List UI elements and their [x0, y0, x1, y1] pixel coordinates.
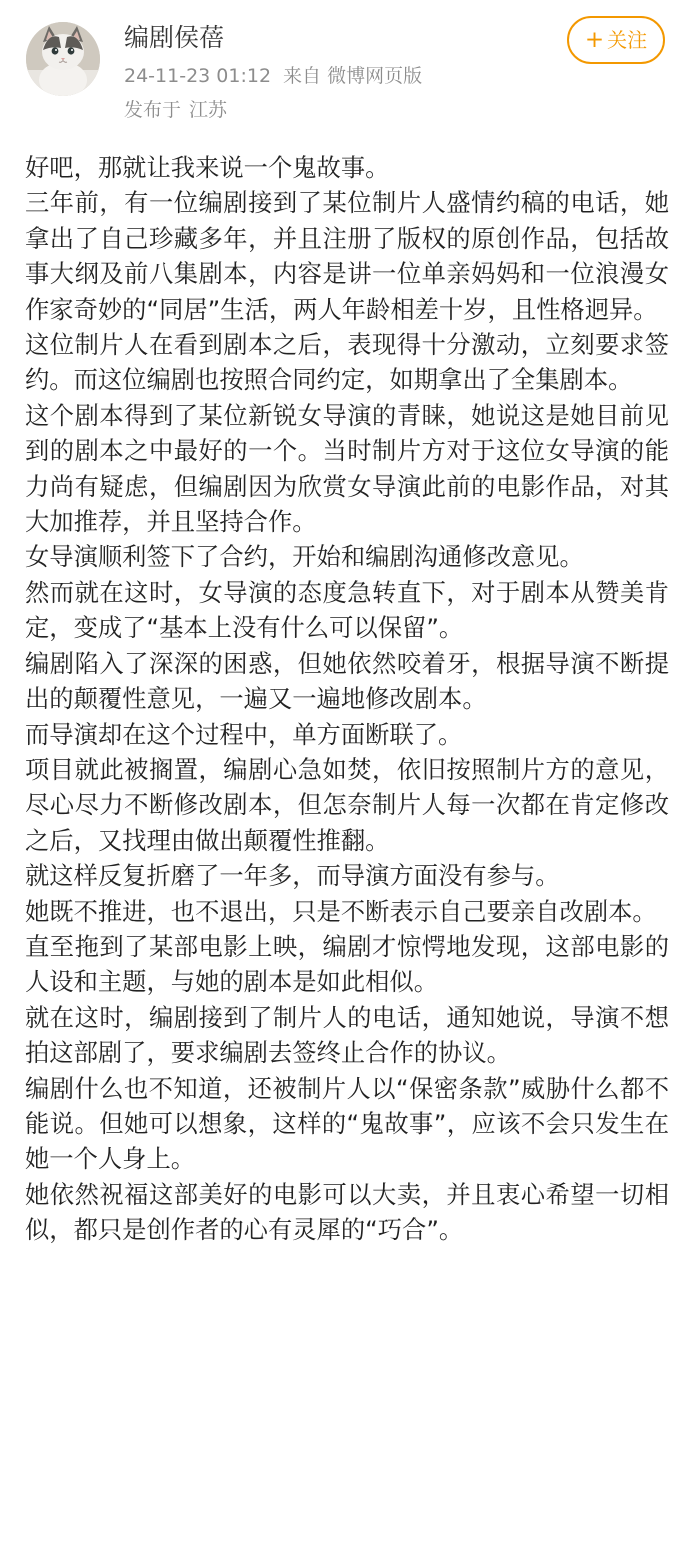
- post-location: [124, 96, 227, 124]
- location-prefix: 发布于: [124, 99, 182, 121]
- author-avatar[interactable]: [26, 22, 100, 96]
- post-meta: [124, 62, 422, 90]
- post-paragraph: 而导演却在这个过程中，单方面断联了。: [25, 719, 463, 749]
- plus-icon: +: [584, 27, 605, 53]
- follow-button[interactable]: [567, 16, 665, 64]
- post-paragraph: 女导演顺利签下了合约，开始和编剧沟通修改意见。: [25, 542, 584, 572]
- post-header: [0, 0, 690, 140]
- post-paragraph: 好吧，那就让我来说一个鬼故事。: [25, 153, 390, 182]
- post-paragraph: 这个剧本得到了某位新锐女导演的青睐，她说这是她目前见到的剧本之中最好的一个。当时制片方对于这位女导演的能力尚有疑虑，但编剧因为欣赏女导演此前的电影作品，对其大加推荐，并且坚持合作。: [25, 400, 669, 537]
- post-paragraph: 她依然祝福这部美好的电影可以大卖，并且衷心希望一切相似，都只是创作者的心有灵犀的“巧合”。: [25, 1179, 669, 1245]
- post-paragraph: 她既不推进，也不退出，只是不断表示自己要亲自改剧本。: [25, 896, 657, 926]
- follow-button-label: 关注: [607, 28, 648, 52]
- post-paragraph: 直至拖到了某部电影上映，编剧才惊愕地发现，这部电影的人设和主题，与她的剧本是如此相似。: [25, 931, 669, 997]
- post-paragraph: 就这样反复折磨了一年多，而导演方面没有参与。: [25, 861, 560, 891]
- author-name[interactable]: 编剧侯蓓: [124, 23, 225, 52]
- post-paragraph: 三年前，有一位编剧接到了某位制片人盛情约稿的电话，她拿出了自己珍藏多年，并且注册了版权的原创作品，包括故事大纲及前八集剧本，内容是讲一位单亲妈妈和一位浪漫女作家奇妙的“同居”生活，两人年龄相差十岁，且性格迥异。: [25, 188, 669, 324]
- post-content: [25, 150, 669, 1248]
- post-paragraph: 这位制片人在看到剧本之后，表现得十分激动，立刻要求签约。而这位编剧也按照合同约定，如期拿出了全集剧本。: [25, 330, 669, 395]
- post-paragraph: 编剧陷入了深深的困惑，但她依然咬着牙，根据导演不断提出的颠覆性意见，一遍又一遍地修改剧本。: [25, 648, 669, 714]
- post-paragraph: 编剧什么也不知道，还被制片人以“保密条款”威胁什么都不能说。但她可以想象，这样的“鬼故事”，应该不会只发生在她一个人身上。: [25, 1073, 669, 1174]
- post-source[interactable]: 来自 微博网页版: [283, 65, 423, 87]
- location-place: 江苏: [189, 99, 228, 121]
- post-paragraph: 项目就此被搁置，编剧心急如焚，依旧按照制片方的意见，尽心尽力不断修改剧本，但怎奈制片人每一次都在肯定修改之后，又找理由做出颠覆性推翻。: [25, 754, 669, 855]
- post-paragraph: 就在这时，编剧接到了制片人的电话，通知她说，导演不想拍这部剧了，要求编剧去签终止合作的协议。: [25, 1002, 669, 1068]
- post-timestamp: 24-11-23 01:12: [124, 65, 272, 87]
- post-paragraph: 然而就在这时，女导演的态度急转直下，对于剧本从赞美肯定，变成了“基本上没有什么可以保留”。: [25, 577, 669, 643]
- cat-avatar-icon: [26, 22, 100, 96]
